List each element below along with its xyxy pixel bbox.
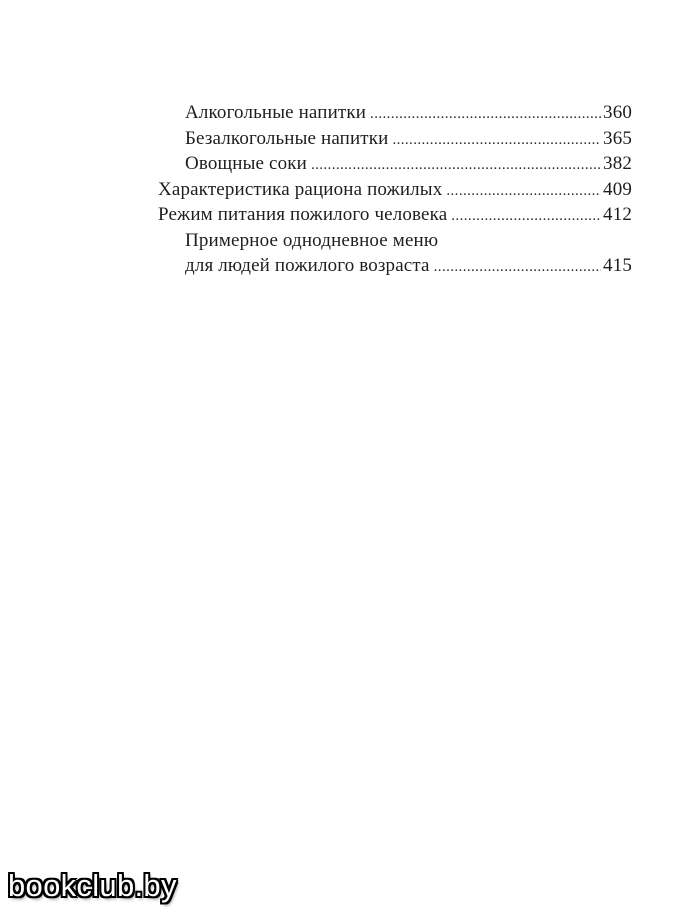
toc-entry-multiline[interactable] <box>158 229 632 279</box>
toc-leader-dots <box>392 128 601 153</box>
toc-entry-title: Безалкогольные напитки <box>185 127 389 149</box>
toc-entry-page: 409 <box>603 178 632 200</box>
toc-entry-page: 415 <box>603 254 632 276</box>
toc-entry[interactable] <box>158 127 632 153</box>
toc-entry-page: 365 <box>603 127 632 149</box>
toc-entry-page: 382 <box>603 153 632 175</box>
toc-entry-line2 <box>158 254 632 280</box>
toc-leader-dots <box>446 179 601 204</box>
toc-entry[interactable] <box>158 178 632 204</box>
toc-entry-page: 360 <box>603 102 632 123</box>
toc-leader-dots <box>434 255 601 280</box>
toc-entry-page: 412 <box>603 204 632 226</box>
toc-leader-dots <box>370 102 601 127</box>
toc-entry-title: Алкогольные напитки <box>185 102 367 123</box>
watermark-logo: bookclub.by <box>8 868 177 903</box>
toc-entry-title-line1: Примерное однодневное меню <box>185 229 439 251</box>
toc-entry-title: Режим питания пожилого человека <box>158 204 448 226</box>
table-of-contents <box>158 101 632 279</box>
toc-entry[interactable] <box>158 203 632 229</box>
toc-entry-title: Овощные соки <box>185 153 307 175</box>
toc-leader-dots <box>451 204 601 229</box>
toc-entry[interactable] <box>158 152 632 178</box>
toc-entry-title: Характеристика рациона пожилых <box>158 178 443 200</box>
toc-leader-dots <box>311 153 601 178</box>
toc-entry-title-line2: для людей пожилого возраста <box>185 254 430 276</box>
toc-entry[interactable] <box>158 101 632 127</box>
